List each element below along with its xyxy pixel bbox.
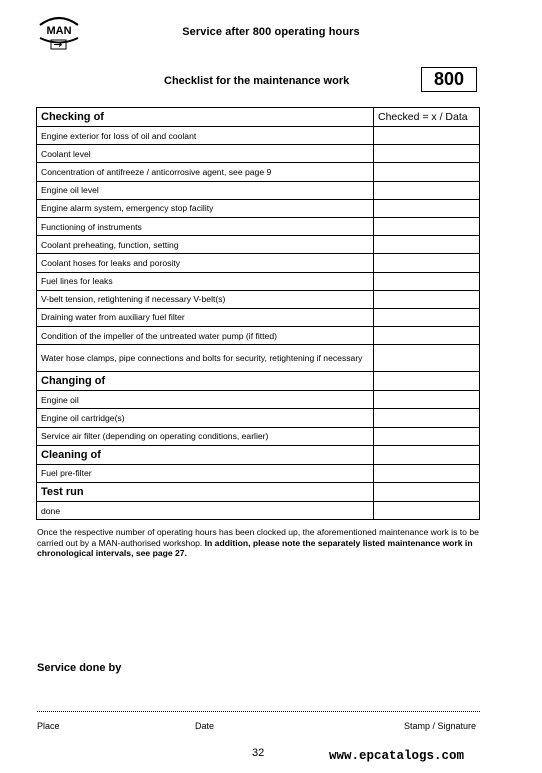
checklist-item: Fuel lines for leaks [37,272,374,290]
checklist-item: Water hose clamps, pipe connections and bolts for security, retightening if necessary [37,345,374,372]
maintenance-checklist-table [36,107,480,520]
check-cell[interactable] [374,290,480,308]
table-row [37,427,480,445]
table-row [37,502,480,520]
check-cell[interactable] [374,236,480,254]
checklist-item: V-belt tension, retightening if necessary V-belt(s) [37,290,374,308]
checklist-item: Engine oil [37,391,374,409]
check-cell[interactable] [374,345,480,372]
table-row [37,272,480,290]
check-cell[interactable] [374,217,480,235]
table-row [37,254,480,272]
check-cell[interactable] [374,409,480,427]
section-check-cell[interactable] [374,483,480,502]
checklist-item: Coolant hoses for leaks and porosity [37,254,374,272]
check-cell[interactable] [374,254,480,272]
checklist-item: Draining water from auxiliary fuel filter [37,308,374,326]
header-checking-of: Checking of [37,108,374,127]
table-row [37,145,480,163]
check-cell[interactable] [374,145,480,163]
check-cell[interactable] [374,308,480,326]
checklist-item: Engine exterior for loss of oil and coolant [37,127,374,145]
check-cell[interactable] [374,502,480,520]
checklist-item: Concentration of antifreeze / anticorrosive agent, see page 9 [37,163,374,181]
table-row [37,391,480,409]
logo-text: MAN [46,25,72,37]
section-heading: Test run [37,483,374,502]
page-number: 32 [252,747,265,759]
table-header-row [37,108,480,127]
table-row [37,308,480,326]
section-check-cell[interactable] [374,445,480,464]
signature-line [37,711,480,712]
page-title: Service after 800 operating hours [182,26,360,38]
section-heading: Changing of [37,372,374,391]
checklist-item: Functioning of instruments [37,217,374,235]
checklist-item: Coolant level [37,145,374,163]
table-row [37,464,480,482]
table-row [37,163,480,181]
checklist-item: Engine oil cartridge(s) [37,409,374,427]
table-row [37,409,480,427]
checklist-item: Fuel pre-filter [37,464,374,482]
stamp-signature-label: Stamp / Signature [404,721,477,731]
table-row [37,290,480,308]
note-bold-text: In addition, please note the separately listed maintenance work in chronological intervals, see page 27. [37,537,473,558]
table-row [37,127,480,145]
header-checked: Checked = x / Data [374,108,480,127]
check-cell[interactable] [374,272,480,290]
checklist-item: Engine alarm system, emergency stop facility [37,199,374,217]
checklist-item: Engine oil level [37,181,374,199]
check-cell[interactable] [374,127,480,145]
section-heading-row [37,372,480,391]
section-heading-row [37,445,480,464]
checklist-item: Coolant preheating, function, setting [37,236,374,254]
place-label: Place [37,721,60,731]
table-row [37,345,480,372]
table-row [37,236,480,254]
maintenance-note [37,527,481,559]
table-row [37,217,480,235]
section-heading: Cleaning of [37,445,374,464]
checklist-item: Condition of the impeller of the untreated water pump (if fitted) [37,327,374,345]
check-cell[interactable] [374,181,480,199]
section-heading-row [37,483,480,502]
section-check-cell[interactable] [374,372,480,391]
service-done-by-label: Service done by [37,662,122,674]
check-cell[interactable] [374,199,480,217]
table-row [37,327,480,345]
checklist-item: done [37,502,374,520]
check-cell[interactable] [374,464,480,482]
note-text: Once the respective number of operating hours has been clocked up, the aforementioned maintenance work is to be carried out by a MAN-authorised workshop. [37,527,479,548]
check-cell[interactable] [374,163,480,181]
date-label: Date [195,721,215,731]
table-row [37,181,480,199]
hours-box: 800 [421,67,477,92]
check-cell[interactable] [374,327,480,345]
watermark: www.epcatalogs.com [329,749,465,763]
table-row [37,199,480,217]
check-cell[interactable] [374,427,480,445]
checklist-item: Service air filter (depending on operating conditions, earlier) [37,427,374,445]
checklist-title: Checklist for the maintenance work [164,75,350,87]
check-cell[interactable] [374,391,480,409]
